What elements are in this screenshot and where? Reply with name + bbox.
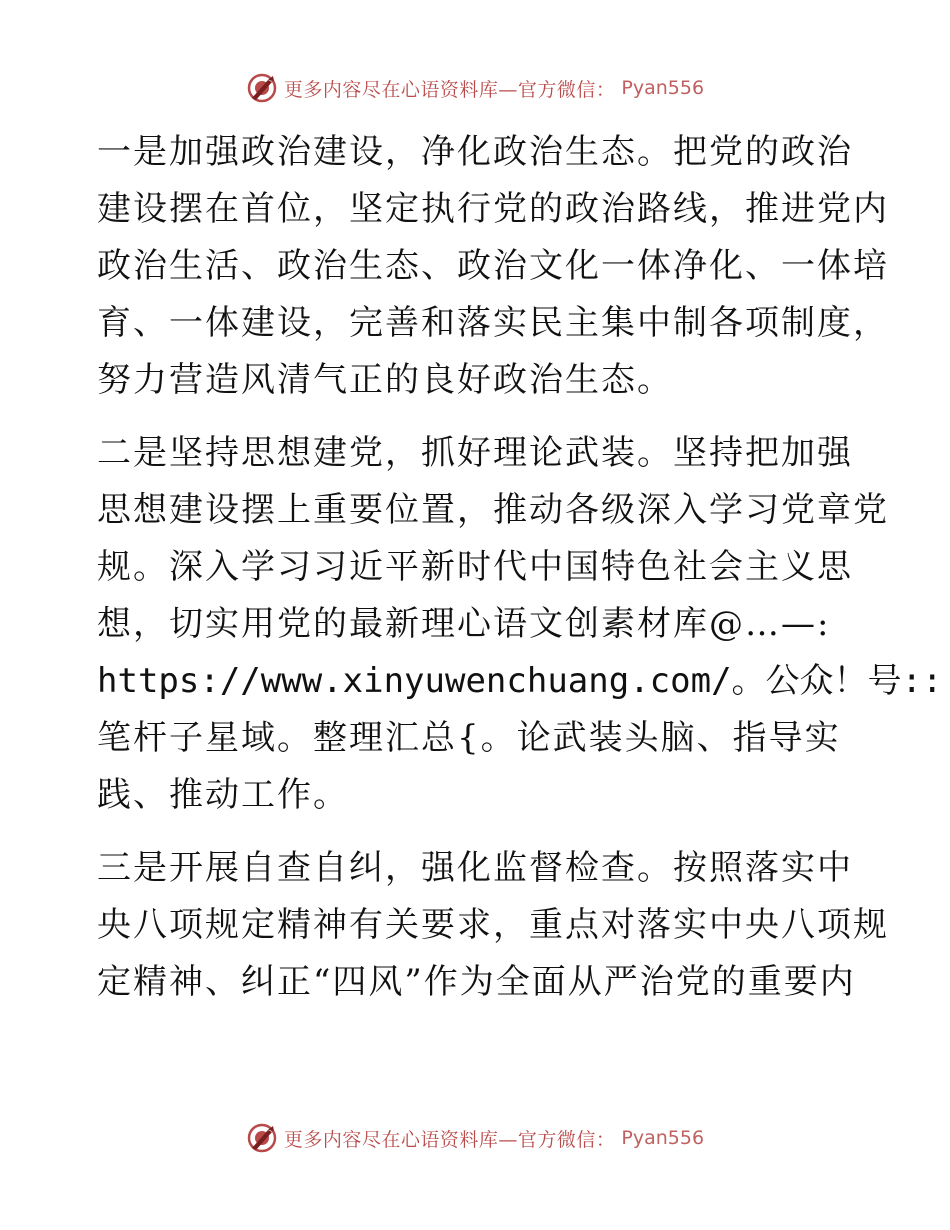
paragraph	[97, 425, 943, 824]
text-line: 想，切实用党的最新理心语文创素材库@…—:	[97, 604, 831, 644]
text-line: 二是坚持思想建党，抓好理论武装。坚持把加强	[97, 433, 853, 473]
text-line: 定精神、纠正“四风”作为全面从严治党的重要内	[97, 962, 856, 1002]
text-line: 政治生活、政治生态、政治文化一体净化、一体培	[97, 246, 889, 286]
watermark-text: 更多内容尽在心语资料库—官方微信：	[283, 78, 616, 101]
text-line: 三是开展自查自纠，强化监督检查。按照落实中	[97, 848, 853, 888]
text-line: 央八项规定精神有关要求，重点对落实中央八项规	[97, 905, 889, 945]
watermark-wechat-id: Pyan556	[621, 1127, 705, 1149]
pen-logo-icon	[246, 1122, 278, 1154]
text-line-url: https://www.xinyuwenchuang.com/。公众！号::	[97, 661, 943, 701]
text-line: 建设摆在首位，坚定执行党的政治路线，推进党内	[97, 189, 889, 229]
paragraph	[97, 840, 889, 1011]
paragraph	[97, 124, 889, 409]
document-body	[97, 124, 943, 1027]
watermark-wechat-id: Pyan556	[621, 77, 705, 99]
pen-logo-icon	[246, 72, 278, 104]
footer-watermark	[0, 1122, 950, 1154]
text-line: 规。深入学习习近平新时代中国特色社会主义思	[97, 547, 853, 587]
text-line: 努力营造风清气正的良好政治生态。	[97, 360, 673, 400]
text-line: 思想建设摆上重要位置，推动各级深入学习党章党	[97, 490, 889, 530]
text-line: 践、推动工作。	[97, 775, 349, 815]
text-line: 育、一体建设，完善和落实民主集中制各项制度，	[97, 303, 889, 343]
header-watermark	[0, 72, 950, 104]
text-line: 笔杆子星域。整理汇总{。论武装头脑、指导实	[97, 718, 841, 758]
text-line: 一是加强政治建设，净化政治生态。把党的政治	[97, 132, 853, 172]
watermark-text: 更多内容尽在心语资料库—官方微信：	[283, 1128, 616, 1151]
